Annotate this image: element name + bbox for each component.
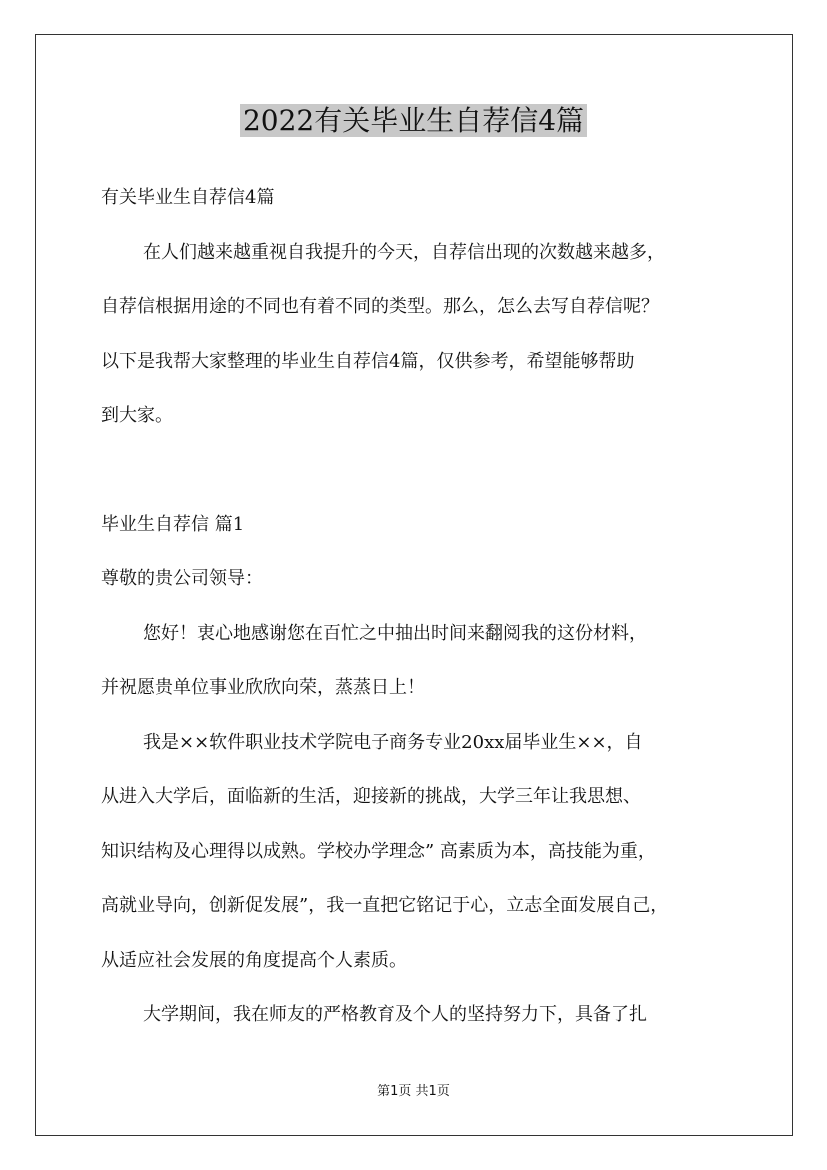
intro-line: 自荐信根据用途的不同也有着不同的类型。那么，怎么去写自荐信呢？ bbox=[101, 296, 659, 317]
body-line: 高就业导向，创新促发展”，我一直把它铭记于心，立志全面发展自己， bbox=[101, 895, 669, 916]
salutation: 尊敬的贵公司领导： bbox=[101, 568, 263, 589]
blank-line bbox=[101, 444, 743, 498]
body-line: 从适应社会发展的角度提高个人素质。 bbox=[101, 949, 407, 971]
body-line: 我是××软件职业技术学院电子商务专业20xx届毕业生××，自 bbox=[143, 731, 643, 753]
document-title-text: 2022有关毕业生自荐信4篇 bbox=[240, 104, 587, 137]
body-line: 从进入大学后，面临新的生活，迎接新的挑战，大学三年让我思想、 bbox=[101, 786, 641, 807]
body-line: 大学期间，我在师友的严格教育及个人的坚持努力下，具备了扎 bbox=[143, 1004, 647, 1025]
section-heading: 毕业生自荐信 篇1 bbox=[101, 513, 245, 535]
intro-line: 以下是我帮大家整理的毕业生自荐信4篇，仅供参考，希望能够帮助 bbox=[101, 350, 635, 372]
subtitle: 有关毕业生自荐信4篇 bbox=[101, 187, 275, 208]
document-body bbox=[101, 171, 743, 1043]
body-line: 并祝愿贵单位事业欣欣向荣，蒸蒸日上！ bbox=[101, 677, 425, 698]
body-line: 您好！衷心地感谢您在百忙之中抽出时间来翻阅我的这份材料， bbox=[143, 622, 647, 644]
intro-line: 到大家。 bbox=[101, 405, 173, 426]
page-footer: 第1页 共1页 bbox=[377, 1084, 450, 1099]
intro-line: 在人们越来越重视自我提升的今天，自荐信出现的次数越来越多， bbox=[143, 241, 665, 263]
body-line: 知识结构及心理得以成熟。学校办学理念” 高素质为本，高技能为重， bbox=[101, 840, 656, 862]
document-title bbox=[0, 101, 827, 141]
